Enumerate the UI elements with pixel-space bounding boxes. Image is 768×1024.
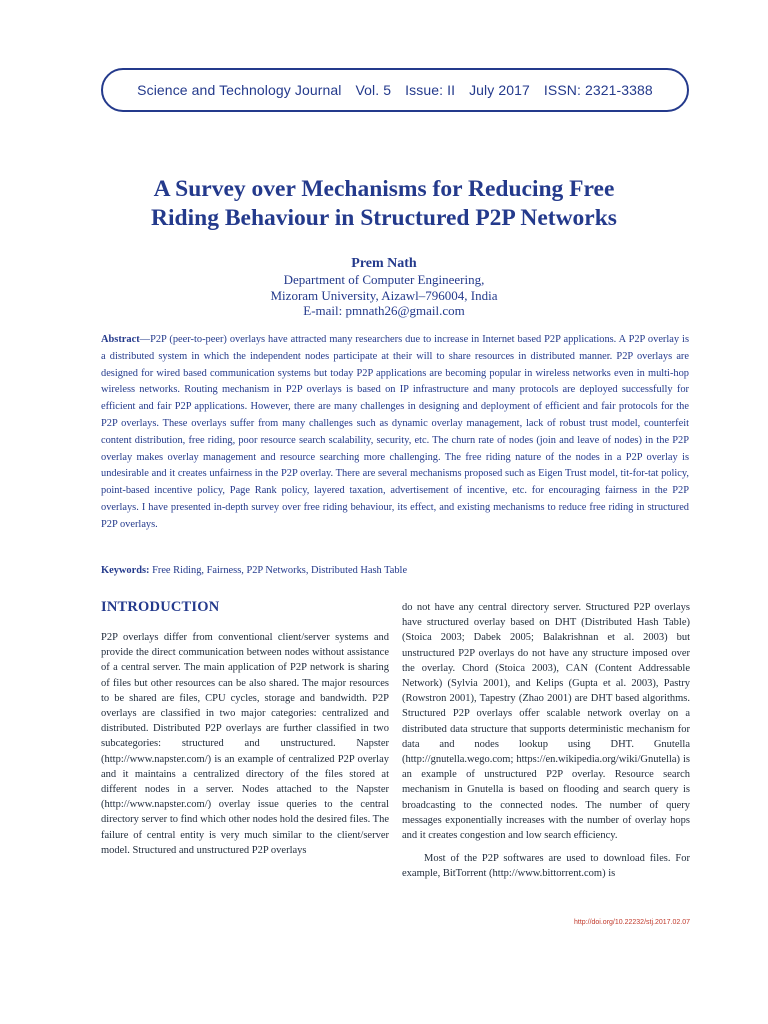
author-department: Department of Computer Engineering, — [283, 272, 485, 287]
journal-header-banner — [101, 68, 689, 112]
journal-issue: Issue: II — [405, 82, 456, 98]
intro-paragraph-right-1: do not have any central directory server. Structured P2P overlays have structured overlay based on DHT (Distributed Hash Table) (Stoica 2003; Dabek 2005; Balakrishnan et al. 2003) but unstructured P2P overlays do not have any structure imposed over the overlay. Chord (Stoica 2003), CAN (Content Addressable Network) (Sylvia 2001), and Kelips (Gupta et al. 2003), Pastry (Rowstron 2001), Tapestry (Zhao 2001) are DHT based algorithms. Structured P2P overlays offer scalable network overlay on a distributed data structure that supports deterministic mechanism for data and nodes lookup using DHT. Gnutella (http://gnutella.wego.com; https://en.wikipedia.org/wiki/Gnutella) is an example of unstructured P2P overlay. Resource search mechanism in Gnutella is based on flooding and search query is broadcasting to the connected nodes. The number of query messages exponentially increases with the number of overlay hops and it creates congestion and low search efficiency. — [402, 602, 690, 842]
paper-title — [60, 175, 708, 233]
journal-name: Science and Technology Journal — [137, 82, 342, 98]
right-column — [402, 600, 690, 882]
journal-date: July 2017 — [469, 82, 530, 98]
intro-paragraph-left: P2P overlays differ from conventional client/server systems and provide the direct communication between nodes without assistance of a central server. The main application of P2P network is sharing of files but other resources can be also shared. The major resources to be shared are files, CPU cycles, storage and bandwidth. P2P overlays are classified in two major categories: centralized and distributed. Distributed P2P overlays are further classified in two subcategories: structured and unstructured. Napster (http://www.napster.com/) is an example of centralized P2P overlay and it maintains a centralized directory of the files stored at different nodes in a server. Nodes attached to the Napster (http://www.napster.com/) overlay issue queries to the central directory server to find which other nodes hold the desired files. The failure of central entity is very much similar to the client/server model. Structured and unstructured P2P overlays — [101, 632, 389, 856]
paper-title-line-2: Riding Behaviour in Structured P2P Networks — [151, 205, 617, 231]
abstract-label: Abstract — [101, 334, 140, 345]
section-heading-introduction: INTRODUCTION — [101, 599, 220, 615]
keywords — [101, 563, 689, 579]
author-university: Mizoram University, Aizawl–796004, India — [270, 287, 498, 303]
author-block — [60, 255, 708, 319]
intro-paragraph-right-2: Most of the P2P softwares are used to download files. For example, BitTorrent (http://www.bittorrent.com) is — [402, 853, 690, 880]
author-email: E-mail: pmnath26@gmail.com — [303, 303, 465, 318]
author-name: Prem Nath — [351, 256, 417, 271]
abstract-text: —P2P (peer-to-peer) overlays have attracted many researchers due to increase in Internet based P2P applications. A P2P overlay is a distributed system in which the independent nodes participate at their will to share resources in distributed manner. P2P overlays are designed for wired based communication systems but today P2P applications are becoming popular in wireless networks even in multi-hop wireless networks. Routing mechanism in P2P overlays is based on IP infrastructure and many protocols are deployed successfully for efficient and fair P2P applications. However, there are many challenges in designing and deployment of efficient and fair protocols for the P2P overlays. These overlays suffer from many challenges such as dynamic overlay management, lack of robust trust model, counterfeit content distribution, free riding, poor resource search scalability, security, etc. The churn rate of nodes (join and leave of nodes) in the P2P overlay makes overlay management and resource searching more challenging. The free riding nature of the nodes in a P2P overlay is undesirable and it creates unfairness in the P2P overlay. There are several mechanisms proposed such as Eigen Trust model, tit-for-tat policy, point-based incentive policy, Page Rank policy, layered taxation, advertisement of incentive, etc. for encouraging fairness in the P2P overlays. I have presented in-depth survey over free riding behaviour, its effect, and existing mechanisms to reduce free riding in structured P2P overlays. — [101, 334, 689, 530]
journal-issn: ISSN: 2321-3388 — [543, 82, 653, 98]
paper-title-line-1: A Survey over Mechanisms for Reducing Free — [153, 176, 615, 202]
abstract — [101, 332, 689, 534]
keywords-text: Free Riding, Fairness, P2P Networks, Distributed Hash Table — [149, 565, 408, 576]
journal-volume: Vol. 5 — [355, 82, 392, 98]
keywords-label: Keywords: — [101, 565, 150, 576]
doi-link[interactable]: http://doi.org/10.22232/stj.2017.02.07 — [574, 919, 690, 926]
left-column — [101, 630, 389, 858]
